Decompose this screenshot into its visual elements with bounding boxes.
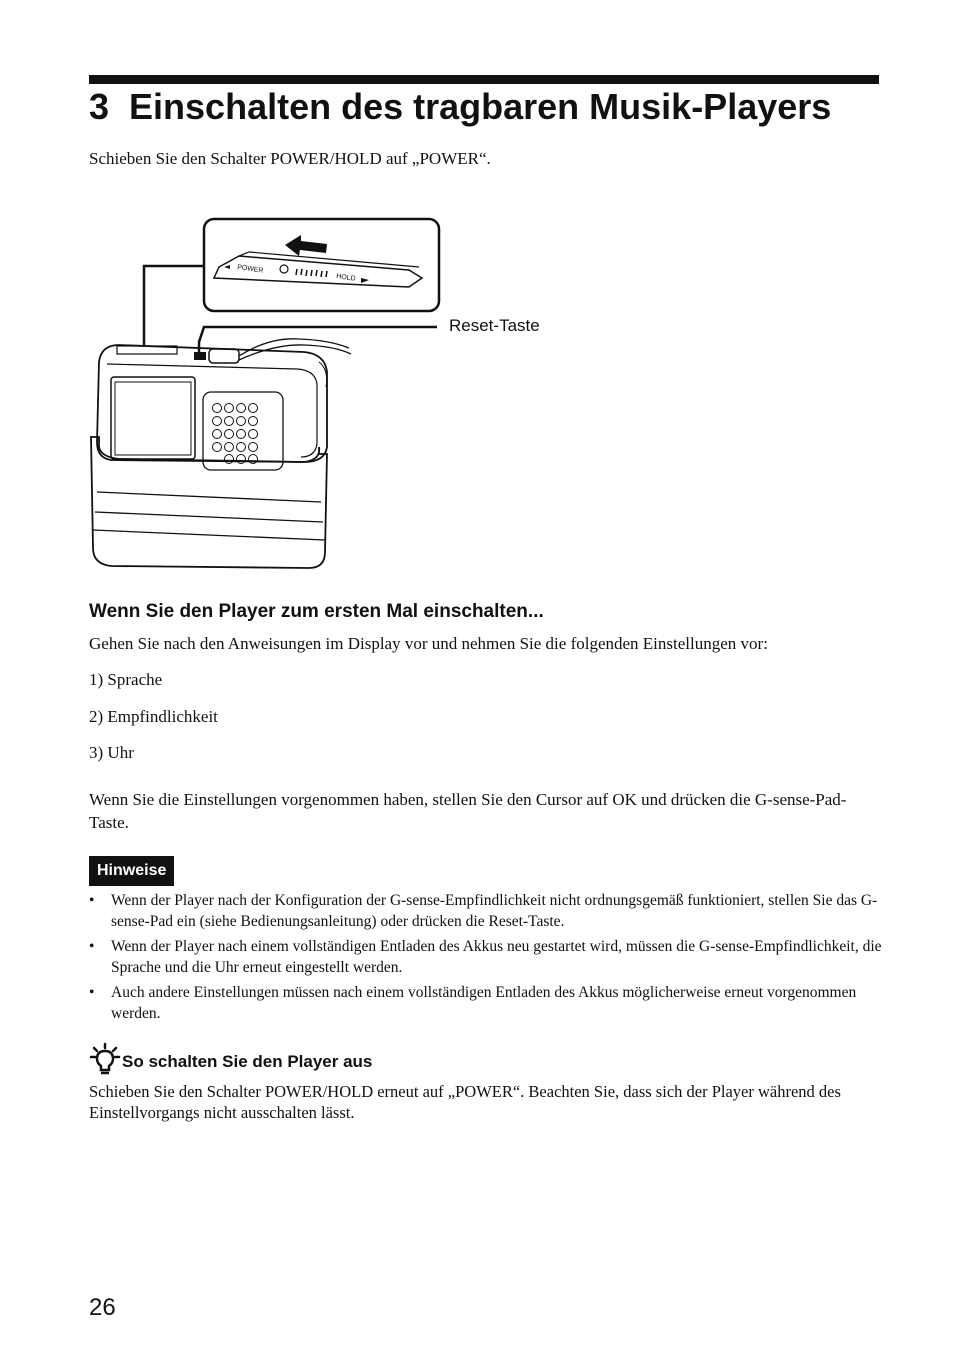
page-title [89, 84, 831, 130]
note-text: Wenn der Player nach der Konfiguration der G-sense-Empfindlichkeit nicht ordnungsgemäß funktioniert, stellen Sie das G-sense-Pad ein (siehe Bedienungsanleitung) oder drücken die Reset-Taste. [111, 892, 878, 930]
list-item: 2) Empfindlichkeit [89, 706, 218, 726]
list-item [89, 936, 884, 978]
settings-list [89, 668, 218, 778]
tip-paragraph: Schieben Sie den Schalter POWER/HOLD erneut auf „POWER“. Beachten Sie, dass sich der Player während des Einstellvorgangs nicht ausschalten lässt. [89, 1082, 841, 1122]
header-rule [89, 75, 879, 84]
list-item: 3) Uhr [89, 743, 134, 762]
note-text: Auch andere Einstellungen müssen nach einem vollständigen Entladen des Akkus möglicherweise erneut vorgenommen werden. [111, 984, 857, 1022]
list-item [89, 982, 884, 1024]
first-use-heading: Wenn Sie den Player zum ersten Mal einschalten... [89, 601, 544, 622]
bullet: • [89, 984, 95, 1001]
bullet: • [89, 938, 95, 955]
player-illustration [89, 212, 569, 577]
chapter-number: 3 [89, 86, 110, 127]
intro-paragraph: Schieben Sie den Schalter POWER/HOLD auf „POWER“. [89, 149, 491, 168]
page-number: 26 [89, 1294, 116, 1321]
switch-hold-label: HOLD [335, 273, 356, 283]
reset-callout-label: Reset-Taste [449, 316, 540, 335]
lightbulb-icon [89, 1042, 121, 1076]
notes-badge: Hinweise [89, 856, 174, 886]
notes-list [89, 890, 884, 1028]
chapter-title: Einschalten des tragbaren Musik-Players [129, 86, 832, 127]
switch-power-label: POWER [236, 264, 264, 275]
bullet: • [89, 892, 95, 909]
first-use-paragraph: Gehen Sie nach den Anweisungen im Display vor und nehmen Sie die folgenden Einstellungen vor: [89, 634, 768, 653]
note-text: Wenn der Player nach einem vollständigen Entladen des Akkus neu gestartet wird, müssen die G-sense-Empfindlichkeit, die Sprache und die Uhr erneut eingestellt werden. [111, 938, 882, 976]
tip-title: So schalten Sie den Player aus [122, 1052, 373, 1071]
done-paragraph: Wenn Sie die Einstellungen vorgenommen haben, stellen Sie den Cursor auf OK und drücken die G-sense-Pad-Taste. [89, 790, 847, 832]
list-item [89, 890, 884, 932]
list-item: 1) Sprache [89, 670, 163, 689]
